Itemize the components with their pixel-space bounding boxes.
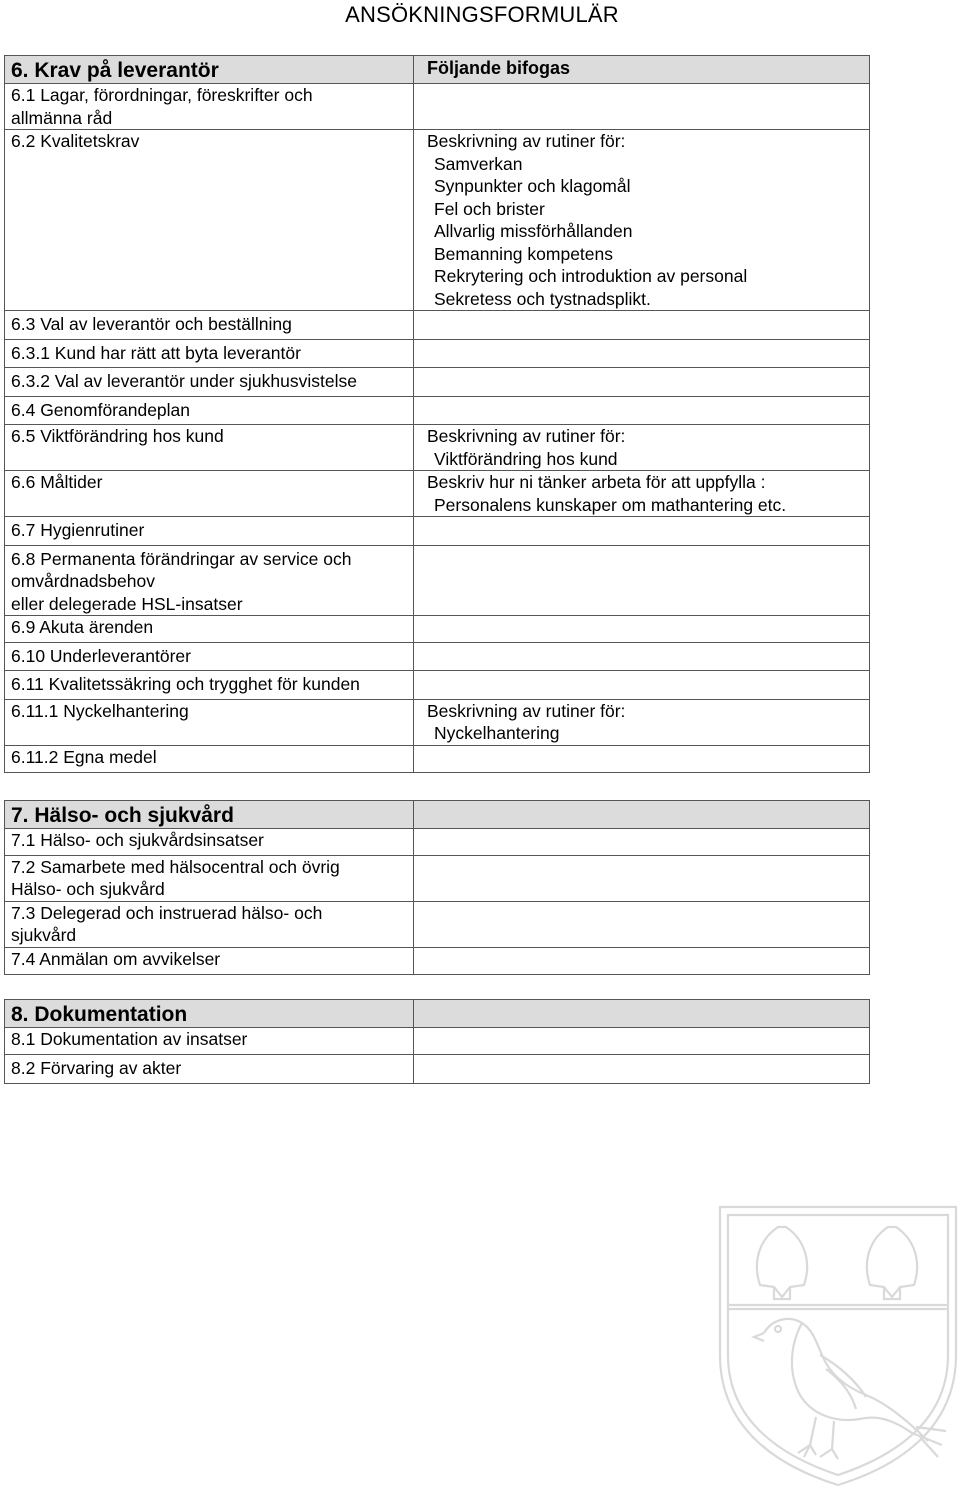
attachments-heading-cell bbox=[414, 56, 870, 84]
row-attachment-cell bbox=[414, 517, 870, 546]
row-label: 7.4 Anmälan om avvikelser bbox=[11, 948, 221, 969]
row-attachment-cell bbox=[414, 699, 870, 745]
table-row bbox=[5, 616, 870, 643]
section-8-table bbox=[4, 999, 870, 1084]
section-7-header-right bbox=[414, 801, 870, 829]
attachment-lead: Beskrivning av rutiner för: bbox=[427, 131, 626, 151]
row-label: eller delegerade HSL-insatser bbox=[11, 593, 243, 614]
section-8-heading-cell bbox=[5, 1000, 414, 1028]
row-label: 6.2 Kvalitetskrav bbox=[11, 131, 140, 151]
row-label: 6.6 Måltider bbox=[11, 472, 103, 492]
row-label-cell bbox=[5, 1054, 414, 1084]
attachment-item: Bemanning kompetens bbox=[434, 243, 613, 264]
table-row bbox=[5, 671, 870, 700]
row-label-cell bbox=[5, 671, 414, 700]
attachment-item: Fel och brister bbox=[434, 198, 545, 219]
row-attachment-cell bbox=[414, 84, 870, 130]
coat-of-arms-watermark-icon bbox=[716, 1205, 960, 1487]
row-label: 7.3 Delegerad och instruerad hälso- och bbox=[11, 902, 323, 923]
table-row bbox=[5, 642, 870, 671]
row-attachment-cell bbox=[414, 425, 870, 471]
section-6-heading-cell bbox=[5, 56, 414, 84]
row-label-cell bbox=[5, 699, 414, 745]
row-attachment-cell bbox=[414, 901, 870, 947]
attachment-lead: Beskrivning av rutiner för: bbox=[427, 426, 626, 446]
table-row bbox=[5, 829, 870, 856]
attachment-lead: Beskriv hur ni tänker arbeta för att uppfylla : bbox=[427, 472, 766, 492]
row-attachment-cell bbox=[414, 855, 870, 901]
row-label: sjukvård bbox=[11, 925, 77, 945]
row-label-cell bbox=[5, 616, 414, 643]
row-attachment-cell bbox=[414, 471, 870, 517]
table-row bbox=[5, 396, 870, 425]
row-label: 8.2 Förvaring av akter bbox=[11, 1057, 182, 1078]
section-8-header-right bbox=[414, 1000, 870, 1028]
section-7-table bbox=[4, 800, 870, 975]
row-label-cell bbox=[5, 517, 414, 546]
row-label: 6.11 Kvalitetssäkring och trygghet för kunden bbox=[11, 674, 360, 694]
table-row bbox=[5, 425, 870, 471]
table-row bbox=[5, 745, 870, 773]
section-8-header-row bbox=[5, 1000, 870, 1028]
row-attachment-cell bbox=[414, 130, 870, 311]
attachment-item: Viktförändring hos kund bbox=[434, 448, 618, 469]
section-6-table bbox=[4, 55, 870, 773]
row-label-cell bbox=[5, 130, 414, 311]
table-row bbox=[5, 545, 870, 616]
row-attachment-cell bbox=[414, 829, 870, 856]
row-attachment-cell bbox=[414, 616, 870, 643]
attachment-item: Sekretess och tystnadsplikt. bbox=[434, 288, 651, 309]
table-row bbox=[5, 855, 870, 901]
table-row bbox=[5, 130, 870, 311]
row-attachment-cell bbox=[414, 642, 870, 671]
row-label-cell bbox=[5, 829, 414, 856]
row-label: 6.11.2 Egna medel bbox=[11, 746, 157, 767]
row-attachment-cell bbox=[414, 545, 870, 616]
table-row bbox=[5, 699, 870, 745]
row-label: 6.9 Akuta ärenden bbox=[11, 617, 154, 637]
row-attachment-cell bbox=[414, 368, 870, 397]
table-row bbox=[5, 517, 870, 546]
table-row bbox=[5, 947, 870, 975]
row-attachment-cell bbox=[414, 1054, 870, 1084]
row-label-cell bbox=[5, 947, 414, 975]
row-label: 7.2 Samarbete med hälsocentral och övrig bbox=[11, 856, 340, 877]
attachment-item: Synpunkter och klagomål bbox=[434, 176, 631, 196]
row-label: 6.5 Viktförändring hos kund bbox=[11, 426, 224, 446]
row-label: 6.4 Genomförandeplan bbox=[11, 399, 191, 420]
row-label: omvårdnadsbehov bbox=[11, 571, 155, 591]
table-row bbox=[5, 1028, 870, 1055]
attachment-item: Rekrytering och introduktion av personal bbox=[434, 266, 748, 286]
table-row bbox=[5, 368, 870, 397]
row-label: 8.1 Dokumentation av insatser bbox=[11, 1029, 248, 1049]
attachment-lead: Beskrivning av rutiner för: bbox=[427, 700, 626, 721]
row-label-cell bbox=[5, 339, 414, 368]
section-6-header-row bbox=[5, 56, 870, 84]
row-label-cell bbox=[5, 396, 414, 425]
row-label-cell bbox=[5, 311, 414, 340]
section-7-header-row bbox=[5, 801, 870, 829]
row-attachment-cell bbox=[414, 339, 870, 368]
section-6-heading: 6. Krav på leverantör bbox=[11, 59, 219, 82]
attachment-item: Personalens kunskaper om mathantering etc. bbox=[434, 494, 787, 515]
row-attachment-cell bbox=[414, 671, 870, 700]
row-label-cell bbox=[5, 425, 414, 471]
row-label: 6.1 Lagar, förordningar, föreskrifter och bbox=[11, 85, 313, 105]
row-attachment-cell bbox=[414, 311, 870, 340]
row-label: 6.7 Hygienrutiner bbox=[11, 520, 145, 540]
row-label-cell bbox=[5, 1028, 414, 1055]
row-label-cell bbox=[5, 745, 414, 773]
row-attachment-cell bbox=[414, 745, 870, 773]
row-label: 6.3.1 Kund har rätt att byta leverantör bbox=[11, 342, 301, 363]
row-label-cell bbox=[5, 471, 414, 517]
section-7-heading: 7. Hälso- och sjukvård bbox=[11, 804, 234, 827]
attachments-heading: Följande bifogas bbox=[427, 58, 571, 78]
page-title: ANSÖKNINGSFORMULÄR bbox=[345, 2, 619, 27]
section-8-heading: 8. Dokumentation bbox=[11, 1003, 188, 1026]
row-label-cell bbox=[5, 901, 414, 947]
row-attachment-cell bbox=[414, 947, 870, 975]
row-label: 6.11.1 Nyckelhantering bbox=[11, 700, 189, 721]
table-row bbox=[5, 901, 870, 947]
attachment-item: Samverkan bbox=[434, 153, 523, 174]
table-row bbox=[5, 311, 870, 340]
row-label-cell bbox=[5, 855, 414, 901]
row-label: 7.1 Hälso- och sjukvårdsinsatser bbox=[11, 830, 264, 850]
row-attachment-cell bbox=[414, 396, 870, 425]
row-label-cell bbox=[5, 368, 414, 397]
row-label-cell bbox=[5, 545, 414, 616]
row-label-cell bbox=[5, 84, 414, 130]
row-attachment-cell bbox=[414, 1028, 870, 1055]
table-row bbox=[5, 339, 870, 368]
row-label: allmänna råd bbox=[11, 107, 113, 128]
table-row bbox=[5, 84, 870, 130]
attachment-item: Nyckelhantering bbox=[434, 723, 560, 743]
row-label-cell bbox=[5, 642, 414, 671]
row-label: 6.3 Val av leverantör och beställning bbox=[11, 314, 292, 334]
attachment-item: Allvarlig missförhållanden bbox=[434, 221, 633, 241]
section-7-heading-cell bbox=[5, 801, 414, 829]
row-label: Hälso- och sjukvård bbox=[11, 879, 165, 899]
table-row bbox=[5, 1054, 870, 1084]
row-label: 6.3.2 Val av leverantör under sjukhusvistelse bbox=[11, 371, 357, 391]
row-label: 6.8 Permanenta förändringar av service och bbox=[11, 548, 352, 569]
table-row bbox=[5, 471, 870, 517]
row-label: 6.10 Underleverantörer bbox=[11, 645, 191, 666]
